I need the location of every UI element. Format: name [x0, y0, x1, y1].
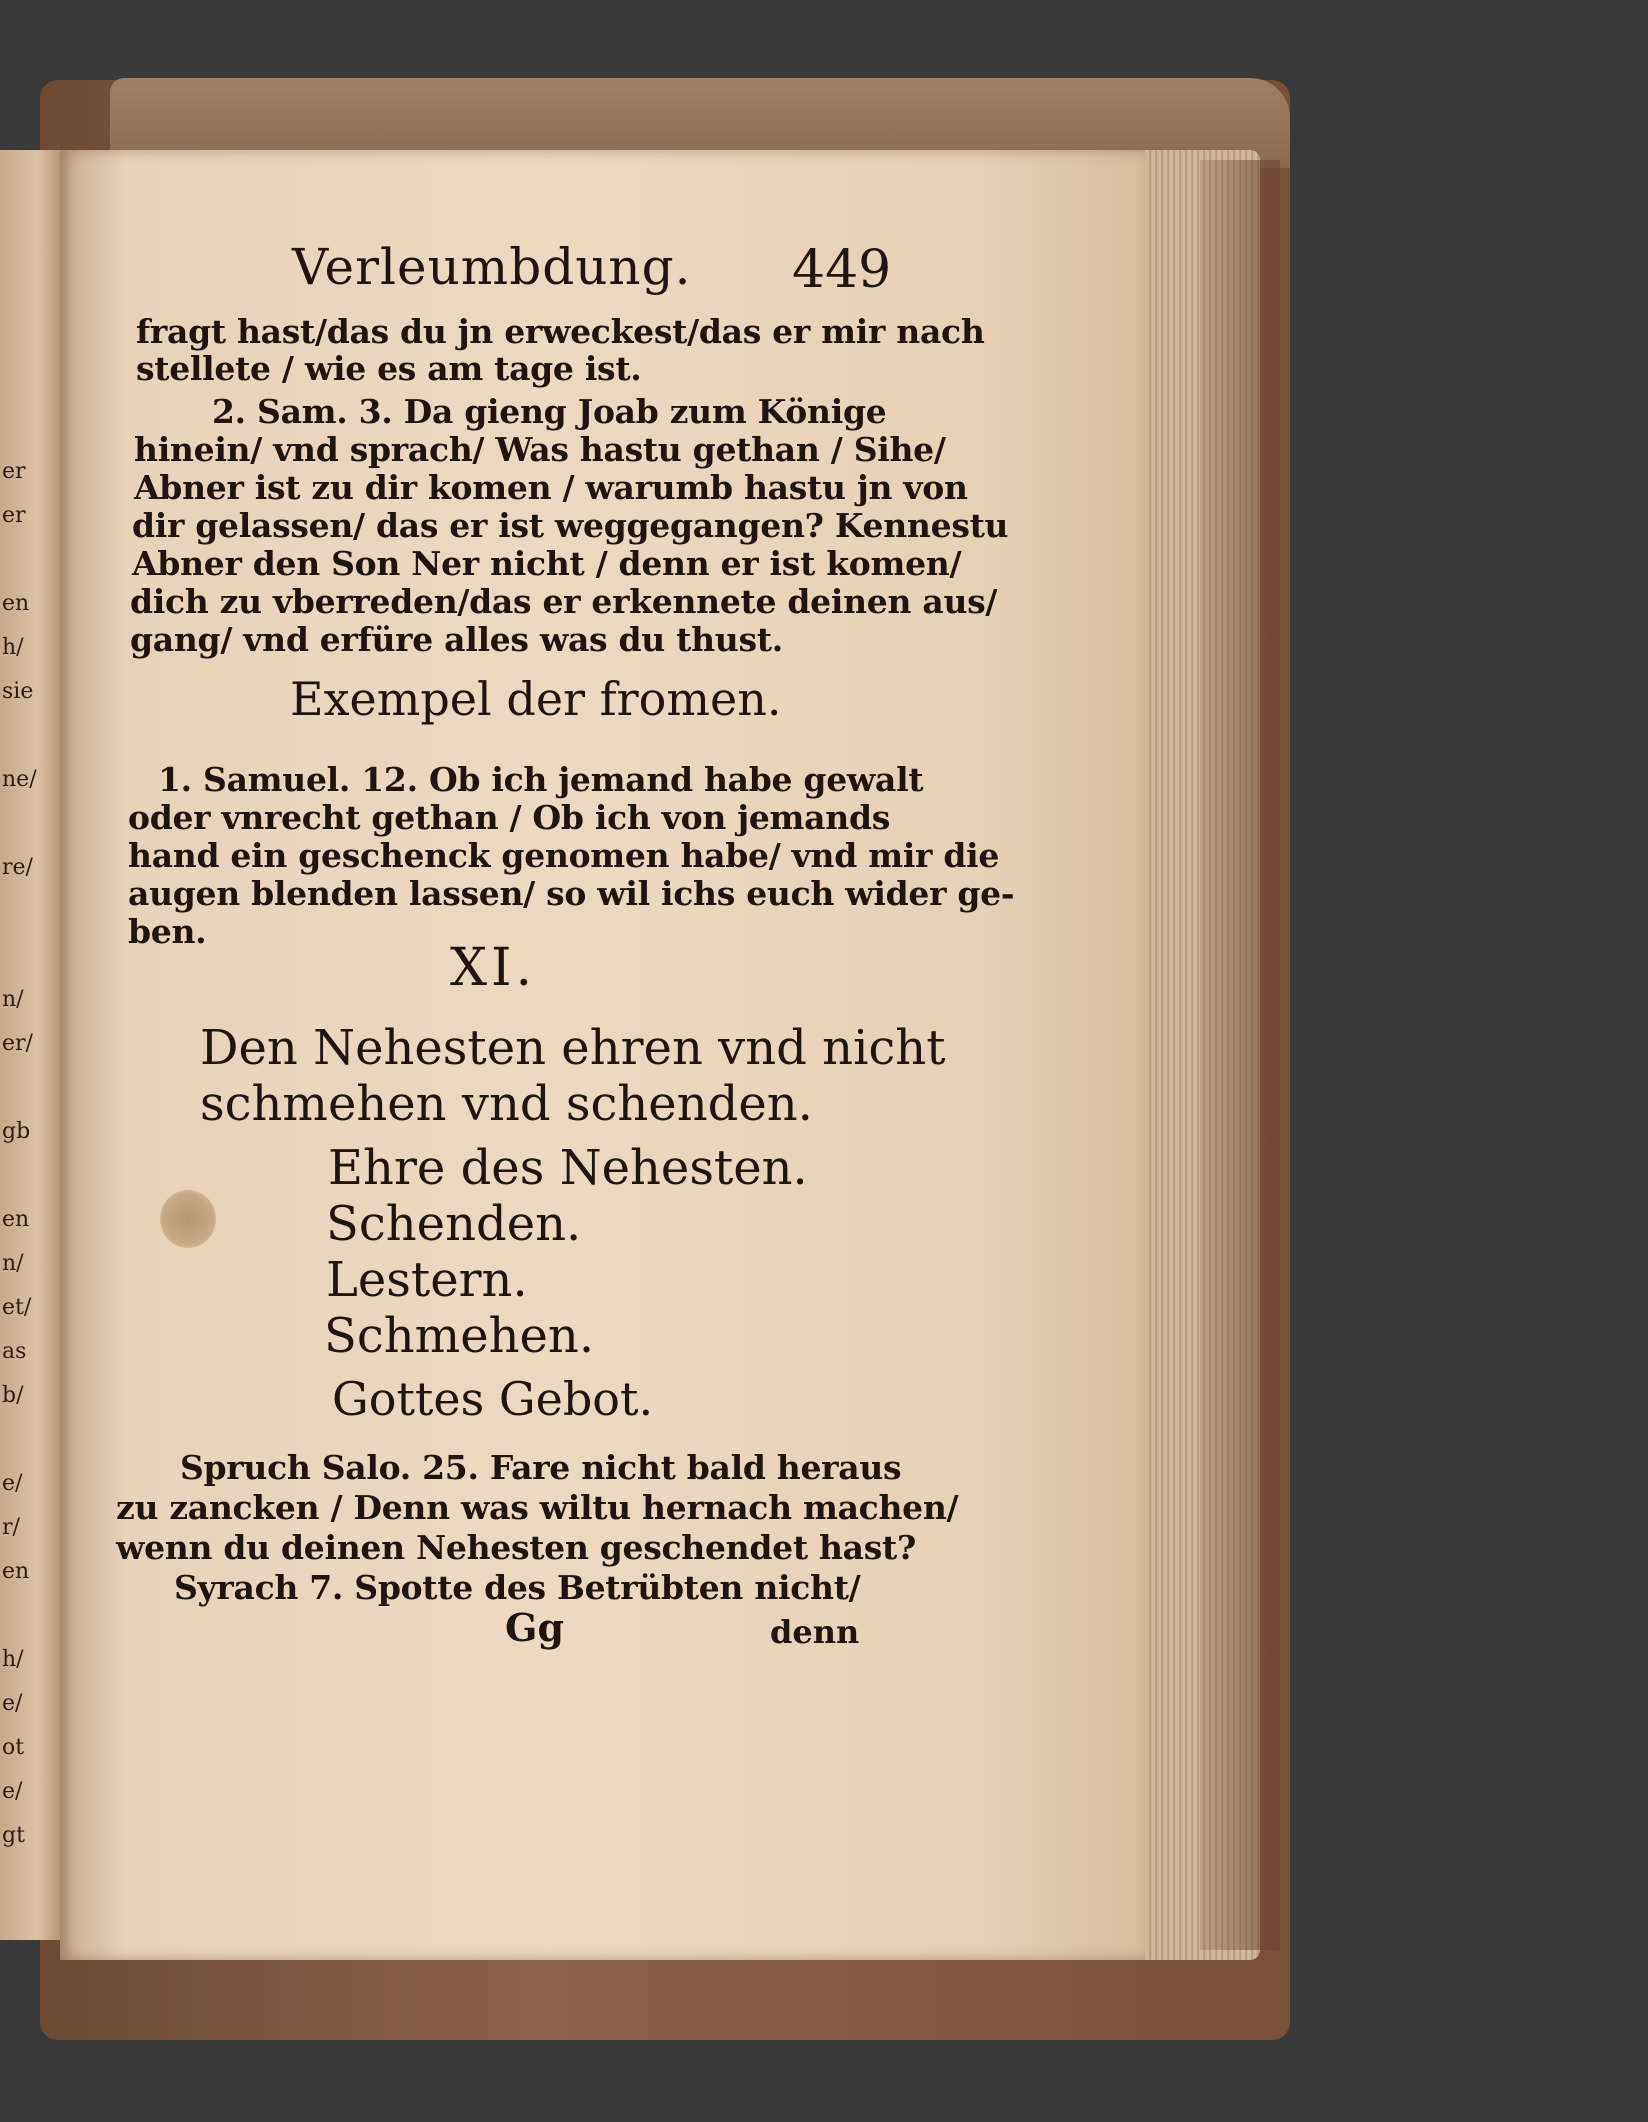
body-line: Spruch Salo. 25. Fare nicht bald heraus [180, 1448, 902, 1487]
topic-item: Ehre des Nehesten. [328, 1140, 808, 1196]
left-page-fragments: er er en h/ sie ne/ re/ n/ er/ gb en n/ et/ as b/ e/ r/ en h/ e/ ot e/ gt [2, 459, 37, 1848]
body-line: augen blenden lassen/ so wil ichs euch wider ge- [128, 874, 1015, 913]
page-number: 449 [792, 240, 892, 300]
catchword: denn [770, 1613, 860, 1651]
body-line: wenn du deinen Nehesten geschendet hast? [116, 1528, 917, 1567]
running-title: Verleumbdung. [292, 238, 692, 296]
page-stain [160, 1190, 216, 1248]
body-line: Abner den Son Ner nicht / denn er ist komen/ [132, 544, 962, 583]
body-line: oder vnrecht gethan / Ob ich von jemands [128, 798, 891, 837]
body-line: ben. [128, 912, 207, 951]
left-page-edge [0, 150, 62, 1940]
body-line: dir gelassen/ das er ist weggegangen? Kennestu [132, 506, 1009, 545]
body-line: stellete / wie es am tage ist. [136, 349, 642, 388]
chapter-title-line: Den Nehesten ehren vnd nicht [200, 1020, 946, 1076]
body-line: 1. Samuel. 12. Ob ich jemand habe gewalt [158, 760, 924, 799]
body-line: hinein/ vnd sprach/ Was hastu gethan / Sihe/ [134, 430, 946, 469]
chapter-number: XI. [450, 938, 537, 998]
body-line: zu zancken / Denn was wiltu hernach machen/ [116, 1488, 959, 1527]
signature-mark: Gg [505, 1605, 565, 1650]
topic-item: Schenden. [326, 1196, 582, 1252]
body-line: 2. Sam. 3. Da gieng Joab zum Könige [212, 392, 887, 431]
body-line: Syrach 7. Spotte des Betrübten nicht/ [174, 1568, 861, 1607]
body-line: hand ein geschenck genomen habe/ vnd mir die [128, 836, 1000, 875]
topic-item: Lestern. [326, 1252, 528, 1308]
fore-edge-shadow [1200, 160, 1280, 1950]
section-heading: Gottes Gebot. [332, 1372, 654, 1426]
chapter-title-line: schmehen vnd schenden. [200, 1076, 813, 1132]
body-line: dich zu vberreden/das er erkennete deinen aus/ [130, 582, 998, 621]
body-line: gang/ vnd erfüre alles was du thust. [130, 620, 783, 659]
section-heading: Exempel der fromen. [290, 672, 782, 726]
body-line: Abner ist zu dir komen / warumb hastu jn von [134, 468, 968, 507]
body-line: fragt hast/das du jn erweckest/das er mir nach [136, 312, 985, 351]
topic-item: Schmehen. [324, 1308, 595, 1364]
